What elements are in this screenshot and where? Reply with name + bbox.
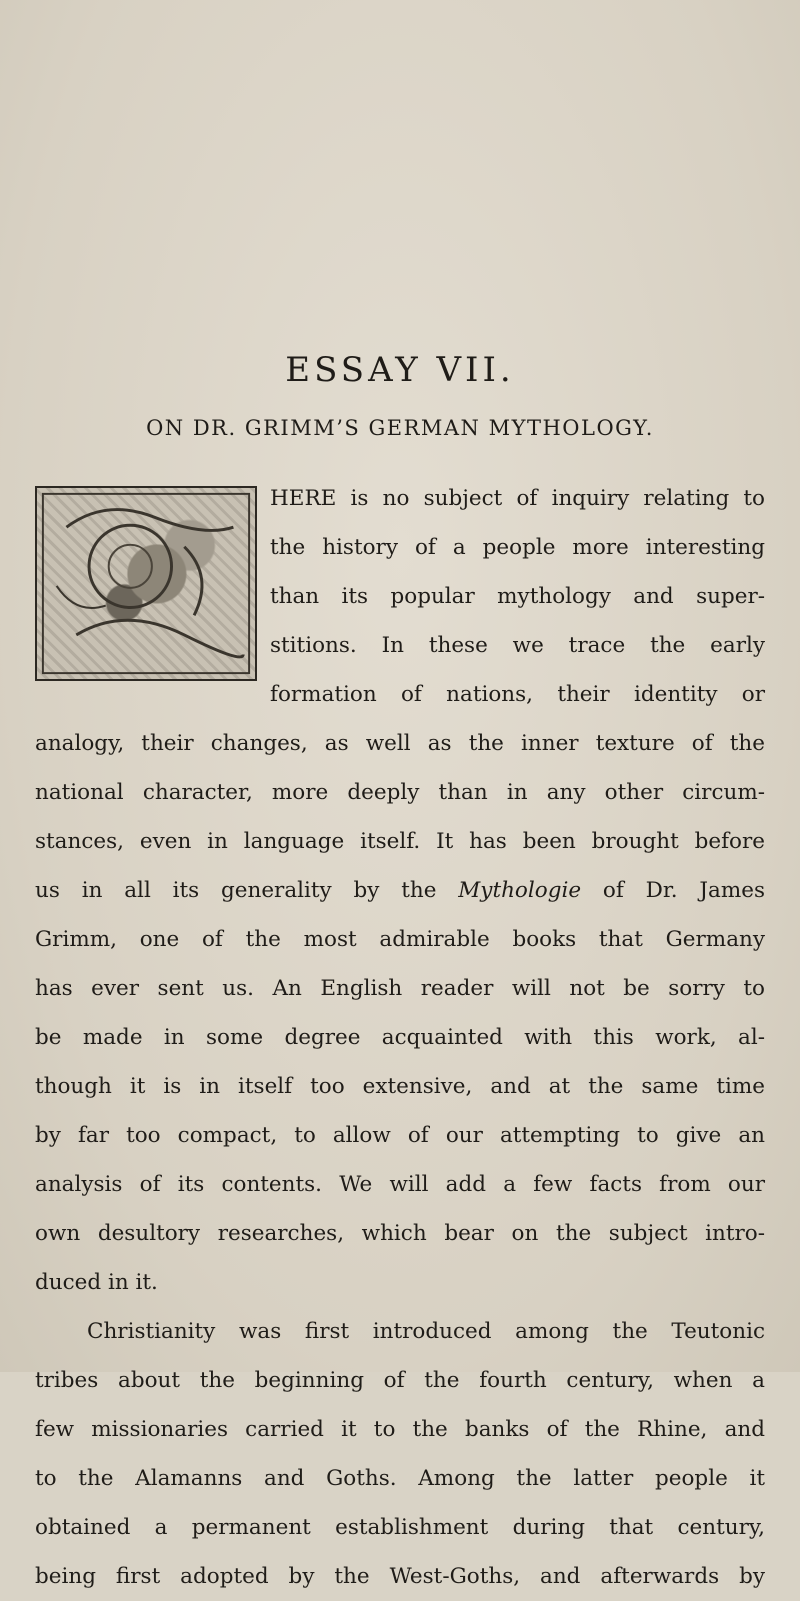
text-line: to the Alamanns and Goths. Among the latter people it <box>35 1466 765 1491</box>
text-line: few missionaries carried it to the banks of the Rhine, and <box>35 1417 765 1442</box>
text-line: than its popular mythology and super- <box>270 584 765 609</box>
text-line: stances, even in language itself. It has been brought before <box>35 829 765 854</box>
text-line: has ever sent us. An English reader will not be sorry to <box>35 976 765 1001</box>
text-line: be made in some degree acquainted with this work, al- <box>35 1025 765 1050</box>
essay-title: ESSAY VII. <box>285 350 515 390</box>
text-line: though it is in itself too extensive, and at the same time <box>35 1074 765 1099</box>
text-line: the history of a people more interesting <box>270 535 765 560</box>
text-line: Christianity was first introduced among the Teutonic <box>87 1319 765 1344</box>
text-line: analysis of its contents. We will add a few facts from our <box>35 1172 765 1197</box>
text-line: duced in it. <box>35 1270 158 1295</box>
text-line: formation of nations, their identity or <box>270 682 765 707</box>
text-line: obtained a permanent establishment during that century, <box>35 1515 765 1540</box>
text-line: HERE is no subject of inquiry relating to <box>270 486 765 511</box>
text-line: analogy, their changes, as well as the inner texture of the <box>35 731 765 756</box>
text-line: Grimm, one of the most admirable books that Germany <box>35 927 765 952</box>
ornamental-initial-t-icon <box>35 486 257 681</box>
text-line: stitions. In these we trace the early <box>270 633 765 658</box>
text-line: tribes about the beginning of the fourth century, when a <box>35 1368 765 1393</box>
essay-body <box>35 474 765 1601</box>
text-line: us in all its generality by the Mythologie of Dr. James <box>35 878 765 903</box>
text-line: being first adopted by the West-Goths, and afterwards by <box>35 1564 765 1589</box>
book-title: Mythologie <box>458 878 582 903</box>
text-line: by far too compact, to allow of our attempting to give an <box>35 1123 765 1148</box>
text-line: national character, more deeply than in any other circum- <box>35 780 765 805</box>
text-line: own desultory researches, which bear on the subject intro- <box>35 1221 765 1246</box>
essay-subtitle: ON DR. GRIMM’S GERMAN MYTHOLOGY. <box>146 416 654 440</box>
